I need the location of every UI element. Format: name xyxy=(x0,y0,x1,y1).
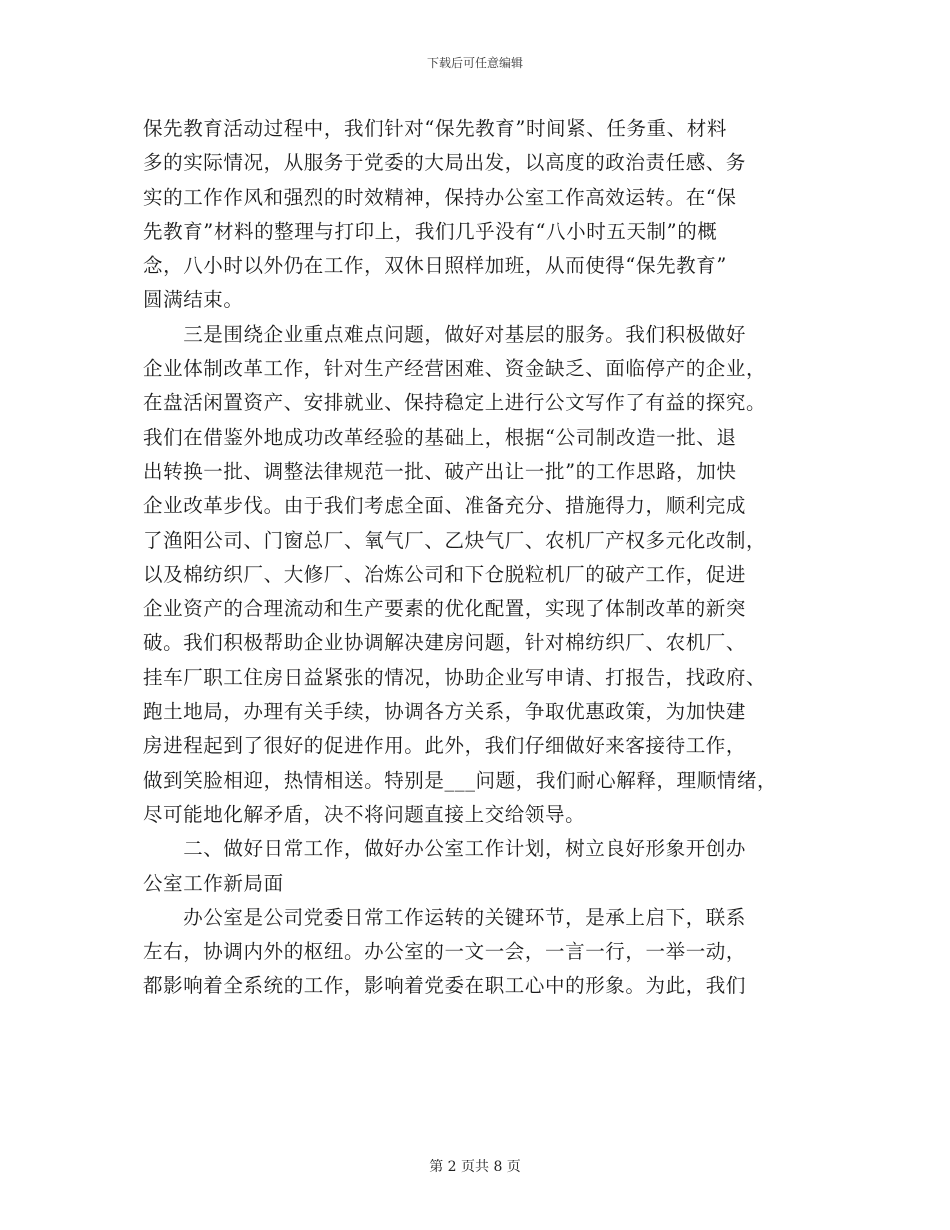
text-line: 先教育”材料的整理与打印上，我们几乎没有“八小时五天制”的概 xyxy=(143,219,718,243)
text-line: 了渔阳公司、门窗总厂、氧气厂、乙炔气厂、农机厂产权多元化改制， xyxy=(143,528,767,552)
text-line: 圆满结束。 xyxy=(143,288,244,312)
text-line: 我们在借鉴外地成功改革经验的基础上，根据“公司制改造一批、退 xyxy=(143,425,737,449)
text-line: 左右，协调内外的枢纽。办公室的一文一会，一言一行，一举一动， xyxy=(143,940,747,964)
text-line: 以及棉纺织厂、大修厂、冶炼公司和下仓脱粒机厂的破产工作，促进 xyxy=(143,562,747,586)
text-line: 在盘活闲置资产、安排就业、保持稳定上进行公文写作了有益的探究。 xyxy=(143,391,767,415)
text-line: 公室工作新局面 xyxy=(143,871,284,895)
text-line: 房进程起到了很好的促进作用。此外，我们仔细做好来客接待工作， xyxy=(143,734,747,758)
document-body xyxy=(143,112,823,1004)
text-line: 实的工作作风和强烈的时效精神，保持办公室工作高效运转。在“保 xyxy=(143,185,737,209)
text-line: 出转换一批、调整法律规范一批、破产出让一批”的工作思路，加快 xyxy=(143,459,737,483)
text-line: 企业体制改革工作，针对生产经营困难、资金缺乏、面临停产的企业， xyxy=(143,357,767,381)
page-header: 下载后可任意编辑 xyxy=(426,56,523,70)
text-line: 企业改革步伐。由于我们考虑全面、准备充分、措施得力，顺利完成 xyxy=(143,494,747,518)
text-line: 办公室是公司党委日常工作运转的关键环节，是承上启下，联系 xyxy=(143,905,747,929)
text-line: 二、做好日常工作，做好办公室工作计划，树立良好形象开创办 xyxy=(143,837,747,861)
page-footer: 第 2 页共 8 页 xyxy=(429,1159,521,1175)
text-line: 三是围绕企业重点难点问题，做好对基层的服务。我们积极做好 xyxy=(143,322,747,346)
text-line: 尽可能地化解矛盾，决不将问题直接上交给领导。 xyxy=(143,802,586,826)
text-line: 挂车厂职工住房日益紧张的情况，协助企业写申请、打报告，找政府、 xyxy=(143,665,767,689)
text-line: 都影响着全系统的工作，影响着党委在职工心中的形象。为此，我们 xyxy=(143,974,747,998)
text-line: 念，八小时以外仍在工作，双休日照样加班，从而使得“保先教育” xyxy=(143,254,727,278)
text-line: 企业资产的合理流动和生产要素的优化配置，实现了体制改革的新突 xyxy=(143,597,747,621)
text-line: 多的实际情况，从服务于党委的大局出发，以高度的政治责任感、务 xyxy=(143,151,747,175)
text-line: 做到笑脸相迎，热情相送。特别是___问题，我们耐心解释，理顺情绪， xyxy=(143,768,778,792)
text-line: 保先教育活动过程中，我们针对“保先教育”时间紧、任务重、材料 xyxy=(143,117,727,140)
text-line: 破。我们积极帮助企业协调解决建房问题，针对棉纺织厂、农机厂、 xyxy=(143,631,747,655)
text-line: 跑土地局，办理有关手续，协调各方关系，争取优惠政策，为加快建 xyxy=(143,700,747,724)
